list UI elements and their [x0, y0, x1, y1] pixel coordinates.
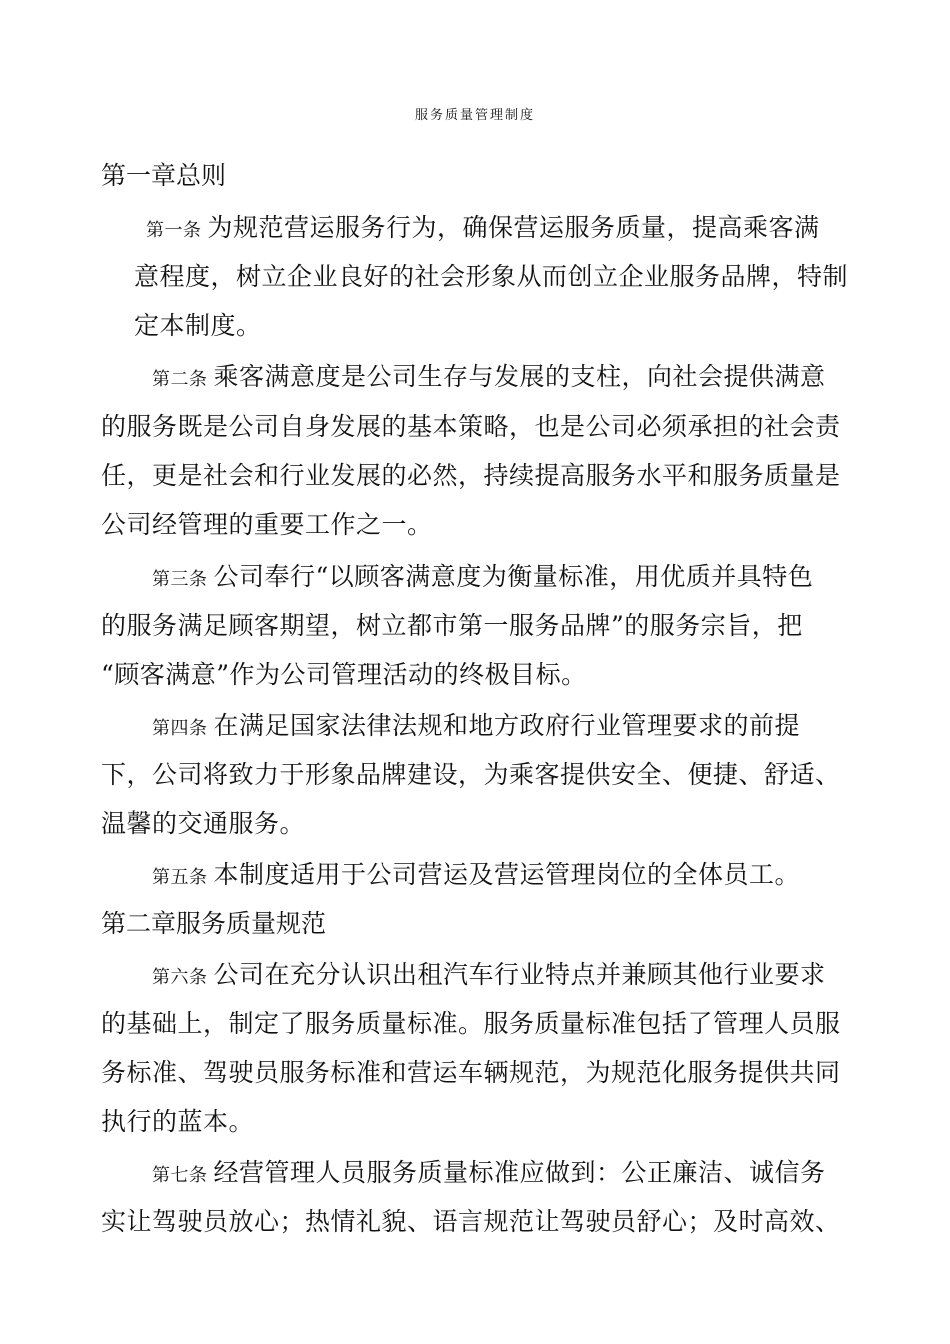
article-2-line-2: 的服务既是公司自身发展的基本策略，也是公司必须承担的社会责 [101, 412, 841, 441]
article-3-line-1: 第三条 公司奉行“以顾客满意度为衡量标准，用优质并具特色 [152, 562, 814, 591]
article-1-line-3: 定本制度。 [134, 311, 262, 340]
article-1-line-2: 意程度，树立企业良好的社会形象从而创立企业服务品牌，特制 [134, 262, 849, 291]
article-4-line-1: 第四条 在满足国家法律法规和地方政府行业管理要求的前提 [152, 711, 801, 740]
article-4-line-2: 下，公司将致力于形象品牌建设，为乘客提供安全、便捷、舒适、 [101, 760, 841, 789]
article-1-line-1: 第一条 为规范营运服务行为，确保营运服务质量，提高乘客满 [146, 213, 820, 242]
article-4-label: 第四条 [152, 718, 208, 739]
article-6-label: 第六条 [152, 967, 208, 988]
article-2-line-4: 公司经管理的重要工作之一。 [101, 510, 433, 539]
article-5-line-1: 第五条 本制度适用于公司营运及营运管理岗位的全体员工。 [152, 860, 801, 889]
article-3-label: 第三条 [152, 569, 208, 590]
article-7-label: 第七条 [152, 1165, 208, 1186]
article-3-line-2: 的服务满足顾客期望，树立都市第一服务品牌”的服务宗旨，把 [101, 611, 803, 640]
article-6-line-4: 执行的蓝本。 [101, 1107, 255, 1136]
article-3-line-3: “顾客满意”作为公司管理活动的终极目标。 [101, 660, 587, 689]
article-4-line-3: 温馨的交通服务。 [101, 809, 306, 838]
article-7-line-2: 实让驾驶员放心；热情礼貌、语言规范让驾驶员舒心；及时高效、 [101, 1207, 841, 1236]
article-1-label: 第一条 [146, 220, 202, 241]
article-5-label: 第五条 [152, 867, 208, 888]
article-7-line-1: 第七条 经营管理人员服务质量标准应做到：公正廉洁、诚信务 [152, 1158, 826, 1187]
article-2-label: 第二条 [152, 369, 208, 390]
article-6-line-1: 第六条 公司在充分认识出租汽车行业特点并兼顾其他行业要求 [152, 960, 826, 989]
chapter-2-heading: 第二章服务质量规范 [101, 909, 327, 938]
article-6-line-2: 的基础上，制定了服务质量标准。服务质量标准包括了管理人员服 [101, 1009, 841, 1038]
document-title: 服务质量管理制度 [414, 108, 535, 123]
article-6-line-3: 务标准、驾驶员服务标准和营运车辆规范，为规范化服务提供共同 [101, 1058, 841, 1087]
article-2-line-1: 第二条 乘客满意度是公司生存与发展的支柱，向社会提供满意 [152, 362, 826, 391]
chapter-1-heading: 第一章总则 [101, 161, 227, 190]
article-2-line-3: 任，更是社会和行业发展的必然，持续提高服务水平和服务质量是 [101, 461, 841, 490]
